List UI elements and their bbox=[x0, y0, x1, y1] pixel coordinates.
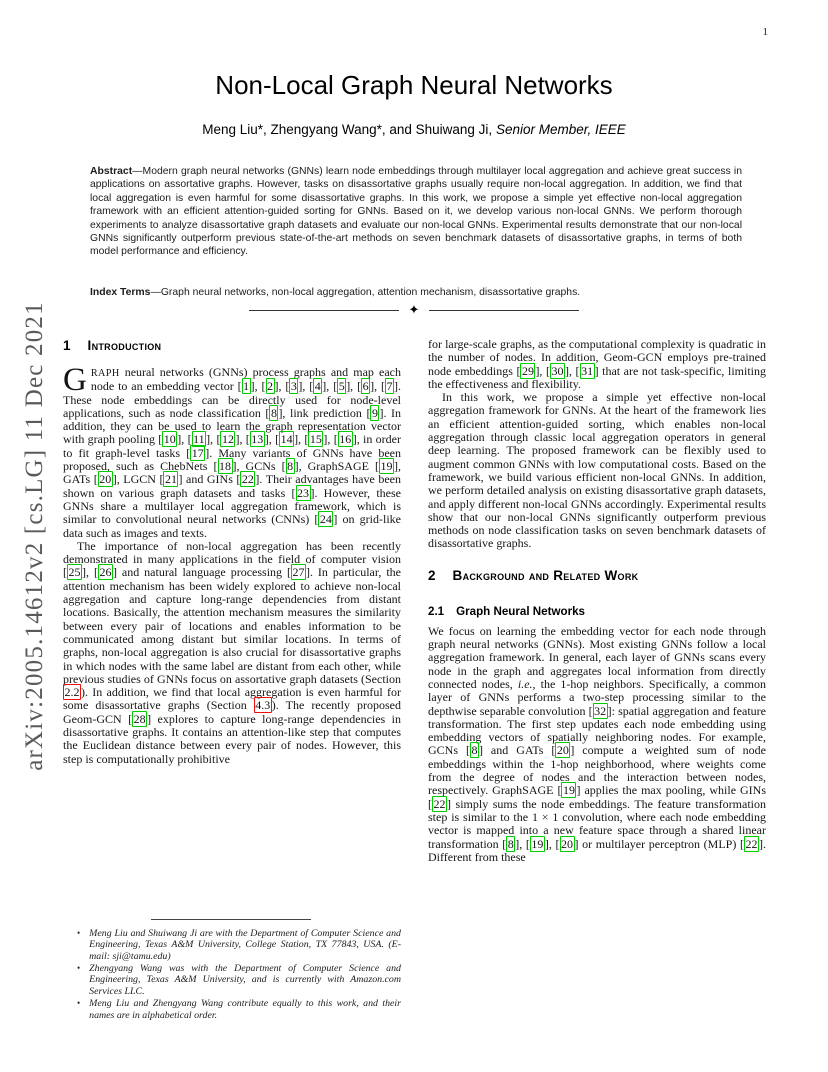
citation-link[interactable]: 20 bbox=[556, 743, 569, 758]
section-ref-link[interactable]: 2.2 bbox=[64, 685, 80, 700]
citation-link[interactable]: 1 bbox=[243, 379, 250, 394]
citation-link[interactable]: 12 bbox=[221, 432, 234, 447]
intro-paragraph-3: In this work, we propose a simple yet effective non-local aggregation framework for GNNs. At the heart of the framework lies an efficient attention-guided sorting, which enables non-local aggregation through classic local aggregation operators in general deep learning. The proposed framework can be flexibly used to augment common GNNs with low computational costs. Based on the framework, we build various efficient non-local GNNs. In addition, we perform detailed analysis on existing disassortative graph datasets, and apply different non-local GNNs accordingly. Experimental results show that our non-local GNNs significantly outperform previous methods on node classification tasks on seven benchmark datasets of disassortative graphs. bbox=[428, 390, 766, 551]
citation-link[interactable]: 22 bbox=[241, 472, 254, 487]
section-2-1-title: Graph Neural Networks bbox=[456, 604, 585, 618]
section-2-heading bbox=[428, 568, 766, 583]
citation-link[interactable]: 22 bbox=[433, 796, 446, 811]
background-paragraph-1: We focus on learning the embedding vector for each node through graph neural networks (GNNs). Most existing GNNs follow a local aggregation framework. In general, each layer of GNNs scans every node in the graph and aggregates local information from directly connected nodes, i.e., the 1-hop neighbors. Specifically, a common layer of GNNs performs a two-step processing similar to the depthwise separable convolution [ 32 ]: spatial aggregation and feature transformation. The first step updates each node embedding using embedding vectors of spatially neighboring nodes. For example, GCNs [ 8 ] and GATs [ 20 ] compute a weighted sum of node embeddings within the 1-hop neighborhood, where weights come from the degree of nodes and the interaction between nodes, respectively. GraphSAGE [ 19 ] applies the max pooling, while GINs [ 22 ] simply sums the node embeddings. The feature transformation step is similar to the 1 × 1 convolution, where each node embedding vector is mapped into a new feature space through a shared linear transformation [ 8 ], [ 19 ], [ 20 ] or multilayer perceptron (MLP) [ 22 ]. Different from these bbox=[428, 623, 766, 864]
section-2-1-heading bbox=[428, 605, 766, 618]
citation-link[interactable]: 8 bbox=[270, 405, 277, 420]
citation-link[interactable]: 8 bbox=[507, 836, 514, 851]
intro-paragraph-1-text: neural networks (GNNs) process graphs and map each node to an embedding vector [ 1 ], [ 2 ], [ 3 ], [ 4 ], [ 5 ], [ 6 ], [ 7 ]. These node embeddings can be directly used for node-level applications, such as node classification [ 8 ], link prediction [ 9 ]. In addition, they can be used to learn the graph representation vector with graph pooling [ 10 ], [ 11 ], [ 12 ], [ 13 ], [ 14 ], [ 15 ], [ 16 ], in order to fit graph-level tasks [ 17 ]. Many variants of GNNs have been proposed, such as ChebNets [ 18 ], GCNs [ 8 ], GraphSAGE [ 19 ], GATs [ 20 ], LGCN [ 21 ] and GINs [ 22 ]. Their advantages have been shown on various graph datasets and tasks [ 23 ]. However, these GNNs share a multilayer local aggregation framework, which is similar to convolutional neural networks (CNNs) [ 24 ] on grid-like data such as images and texts. bbox=[63, 365, 402, 540]
citation-link[interactable]: 25 bbox=[68, 565, 81, 580]
footnote-rule bbox=[151, 919, 311, 920]
paper-title: Non-Local Graph Neural Networks bbox=[215, 70, 613, 100]
footnote-text: Zhengyang Wang was with the Department of Computer Science and Engineering, Texas A&M University, and is currently with Amazon.com Services LLC. bbox=[89, 962, 401, 997]
citation-link[interactable]: 19 bbox=[562, 783, 575, 798]
arxiv-watermark: arXiv:2005.14612v2 [cs.LG] 11 Dec 2021 bbox=[21, 301, 48, 771]
index-terms-label: Index Terms bbox=[90, 287, 151, 298]
citation-link[interactable]: 4 bbox=[314, 379, 321, 394]
citation-link[interactable]: 6 bbox=[362, 379, 369, 394]
divider-rule-left bbox=[249, 310, 399, 311]
citation-link[interactable]: 24 bbox=[319, 512, 332, 527]
citation-link[interactable]: 11 bbox=[193, 432, 205, 447]
abstract-text: —Modern graph neural networks (GNNs) learn node embeddings through multilayer local aggregation and achieve great success in applications on assortative graphs. However, tasks on disassortative graphs usually require non-local aggregation. In addition, we find that local aggregation is even harmful for some disassortative graphs. In this work, we propose a simple yet effective non-local aggregation framework with an efficient attention-guided sorting for GNNs. Based on it, we develop various non-local GNNs. We perform thorough experiments to analyze disassortative graph datasets and evaluate our non-local GNNs. Experimental results demonstrate that our non-local GNNs significantly outperform previous state-of-the-art methods on seven benchmark datasets of disassortative graphs, in terms of both model performance and efficiency. bbox=[90, 166, 742, 258]
citation-link[interactable]: 8 bbox=[287, 459, 294, 474]
section-1-title: Introduction bbox=[87, 338, 162, 353]
citation-link[interactable]: 26 bbox=[99, 565, 112, 580]
footnote-block bbox=[63, 919, 401, 1022]
citation-link[interactable]: 32 bbox=[594, 703, 607, 718]
citation-link[interactable]: 18 bbox=[219, 459, 231, 474]
author-membership: Senior Member, IEEE bbox=[495, 122, 626, 137]
citation-link[interactable]: 7 bbox=[386, 379, 393, 394]
citation-link[interactable]: 20 bbox=[561, 836, 574, 851]
left-column bbox=[63, 338, 401, 1022]
citation-link[interactable]: 21 bbox=[164, 472, 177, 487]
index-terms bbox=[90, 286, 742, 299]
bullet-icon: • bbox=[77, 998, 81, 1009]
two-column-body bbox=[63, 338, 766, 1022]
citation-link[interactable]: 17 bbox=[191, 445, 204, 460]
citation-link[interactable]: 20 bbox=[99, 472, 112, 487]
section-2-1-number: 2.1 bbox=[428, 604, 445, 618]
intro-paragraph-1 bbox=[63, 362, 402, 540]
citation-link[interactable]: 15 bbox=[309, 432, 322, 447]
citation-link[interactable]: 10 bbox=[163, 432, 176, 447]
intro-paragraph-2: The importance of non-local aggregation has been recently demonstrated in many applications in the field of computer vision [ 25 ], [ 26 ] and natural language processing [ 27 ]. In particular, the attention mechanism has been widely explored to achieve non-local aggregation and capture long-range dependencies from distant locations. Basically, the attention mechanism measures the similarity between every pair of locations and enables information to be communicated among distant but similar locations. In terms of graphs, non-local aggregation is also crucial for disassortative graphs in which nodes with the same label are distant from each other, while previous studies of GNNs focus on assortative graph datasets (Section 2.2 ). In addition, we find that local aggregation is even harmful for some disassortative graphs (Section 4.3 ). The recently proposed Geom-GCN [ 28 ] explores to capture long-range dependencies in disassortative graphs. It contains an attention-like step that computes the Euclidean distance between every pair of nodes. However, this step is computationally prohibitive bbox=[63, 538, 401, 766]
citation-link[interactable]: 19 bbox=[531, 836, 544, 851]
citation-link[interactable]: 31 bbox=[581, 363, 594, 378]
citation-link[interactable]: 5 bbox=[338, 379, 345, 394]
dropcap-letter: G bbox=[63, 362, 87, 398]
citation-link[interactable]: 22 bbox=[745, 836, 758, 851]
citation-link[interactable]: 23 bbox=[297, 485, 309, 500]
author-line bbox=[0, 122, 828, 137]
page-number: 1 bbox=[762, 26, 768, 38]
citation-link[interactable]: 27 bbox=[292, 565, 305, 580]
section-2-number: 2 bbox=[428, 567, 436, 583]
dropcap-smallcaps: RAPH bbox=[90, 368, 120, 379]
citation-link[interactable]: 2 bbox=[267, 379, 274, 394]
footnote-item bbox=[63, 963, 401, 997]
section-ref-link[interactable]: 4.3 bbox=[255, 698, 271, 713]
index-terms-text: —Graph neural networks, non-local aggregation, attention mechanism, disassortative graphs. bbox=[150, 287, 581, 298]
bullet-icon: • bbox=[77, 962, 81, 973]
citation-link[interactable]: 30 bbox=[551, 363, 564, 378]
citation-link[interactable]: 28 bbox=[133, 711, 146, 726]
citation-link[interactable]: 19 bbox=[380, 459, 393, 474]
footnote-item bbox=[63, 998, 401, 1021]
citation-link[interactable]: 13 bbox=[251, 432, 264, 447]
author-names: Meng Liu*, Zhengyang Wang*, and Shuiwang Ji, bbox=[202, 122, 496, 137]
citation-link[interactable]: 9 bbox=[371, 405, 378, 420]
abstract-label: Abstract bbox=[90, 166, 133, 177]
citation-link[interactable]: 14 bbox=[280, 432, 293, 447]
abstract bbox=[90, 165, 742, 259]
section-1-number: 1 bbox=[63, 338, 71, 353]
bullet-icon: • bbox=[77, 927, 81, 938]
section-1-heading bbox=[63, 338, 401, 353]
right-column bbox=[428, 338, 766, 1022]
footnote-text: Meng Liu and Shuiwang Ji are with the Department of Computer Science and Engineering, Texas A&M University, College Station, TX 77843, USA. (E-mail: sji@tamu.edu) bbox=[89, 927, 401, 962]
intro-paragraph-2-continued: for large-scale graphs, as the computational complexity is quadratic in the number of nodes. In addition, Geom-GCN employs pre-trained node embeddings [ 29 ], [ 30 ], [ 31 ] that are not task-specific, limiting the effectiveness and flexibility. bbox=[428, 337, 766, 391]
footnote-item bbox=[63, 928, 401, 962]
footnote-text: Meng Liu and Zhengyang Wang contribute equally to this work, and their names are in alphabetical order. bbox=[89, 998, 401, 1021]
citation-link[interactable]: 8 bbox=[471, 743, 478, 758]
citation-link[interactable]: 29 bbox=[521, 363, 534, 378]
section-divider bbox=[0, 303, 828, 317]
diamond-icon: ✦ bbox=[408, 302, 420, 317]
citation-link[interactable]: 16 bbox=[339, 432, 352, 447]
section-2-title: Background and Related Work bbox=[452, 567, 639, 583]
citation-link[interactable]: 3 bbox=[290, 379, 297, 394]
divider-rule-right bbox=[429, 310, 579, 311]
